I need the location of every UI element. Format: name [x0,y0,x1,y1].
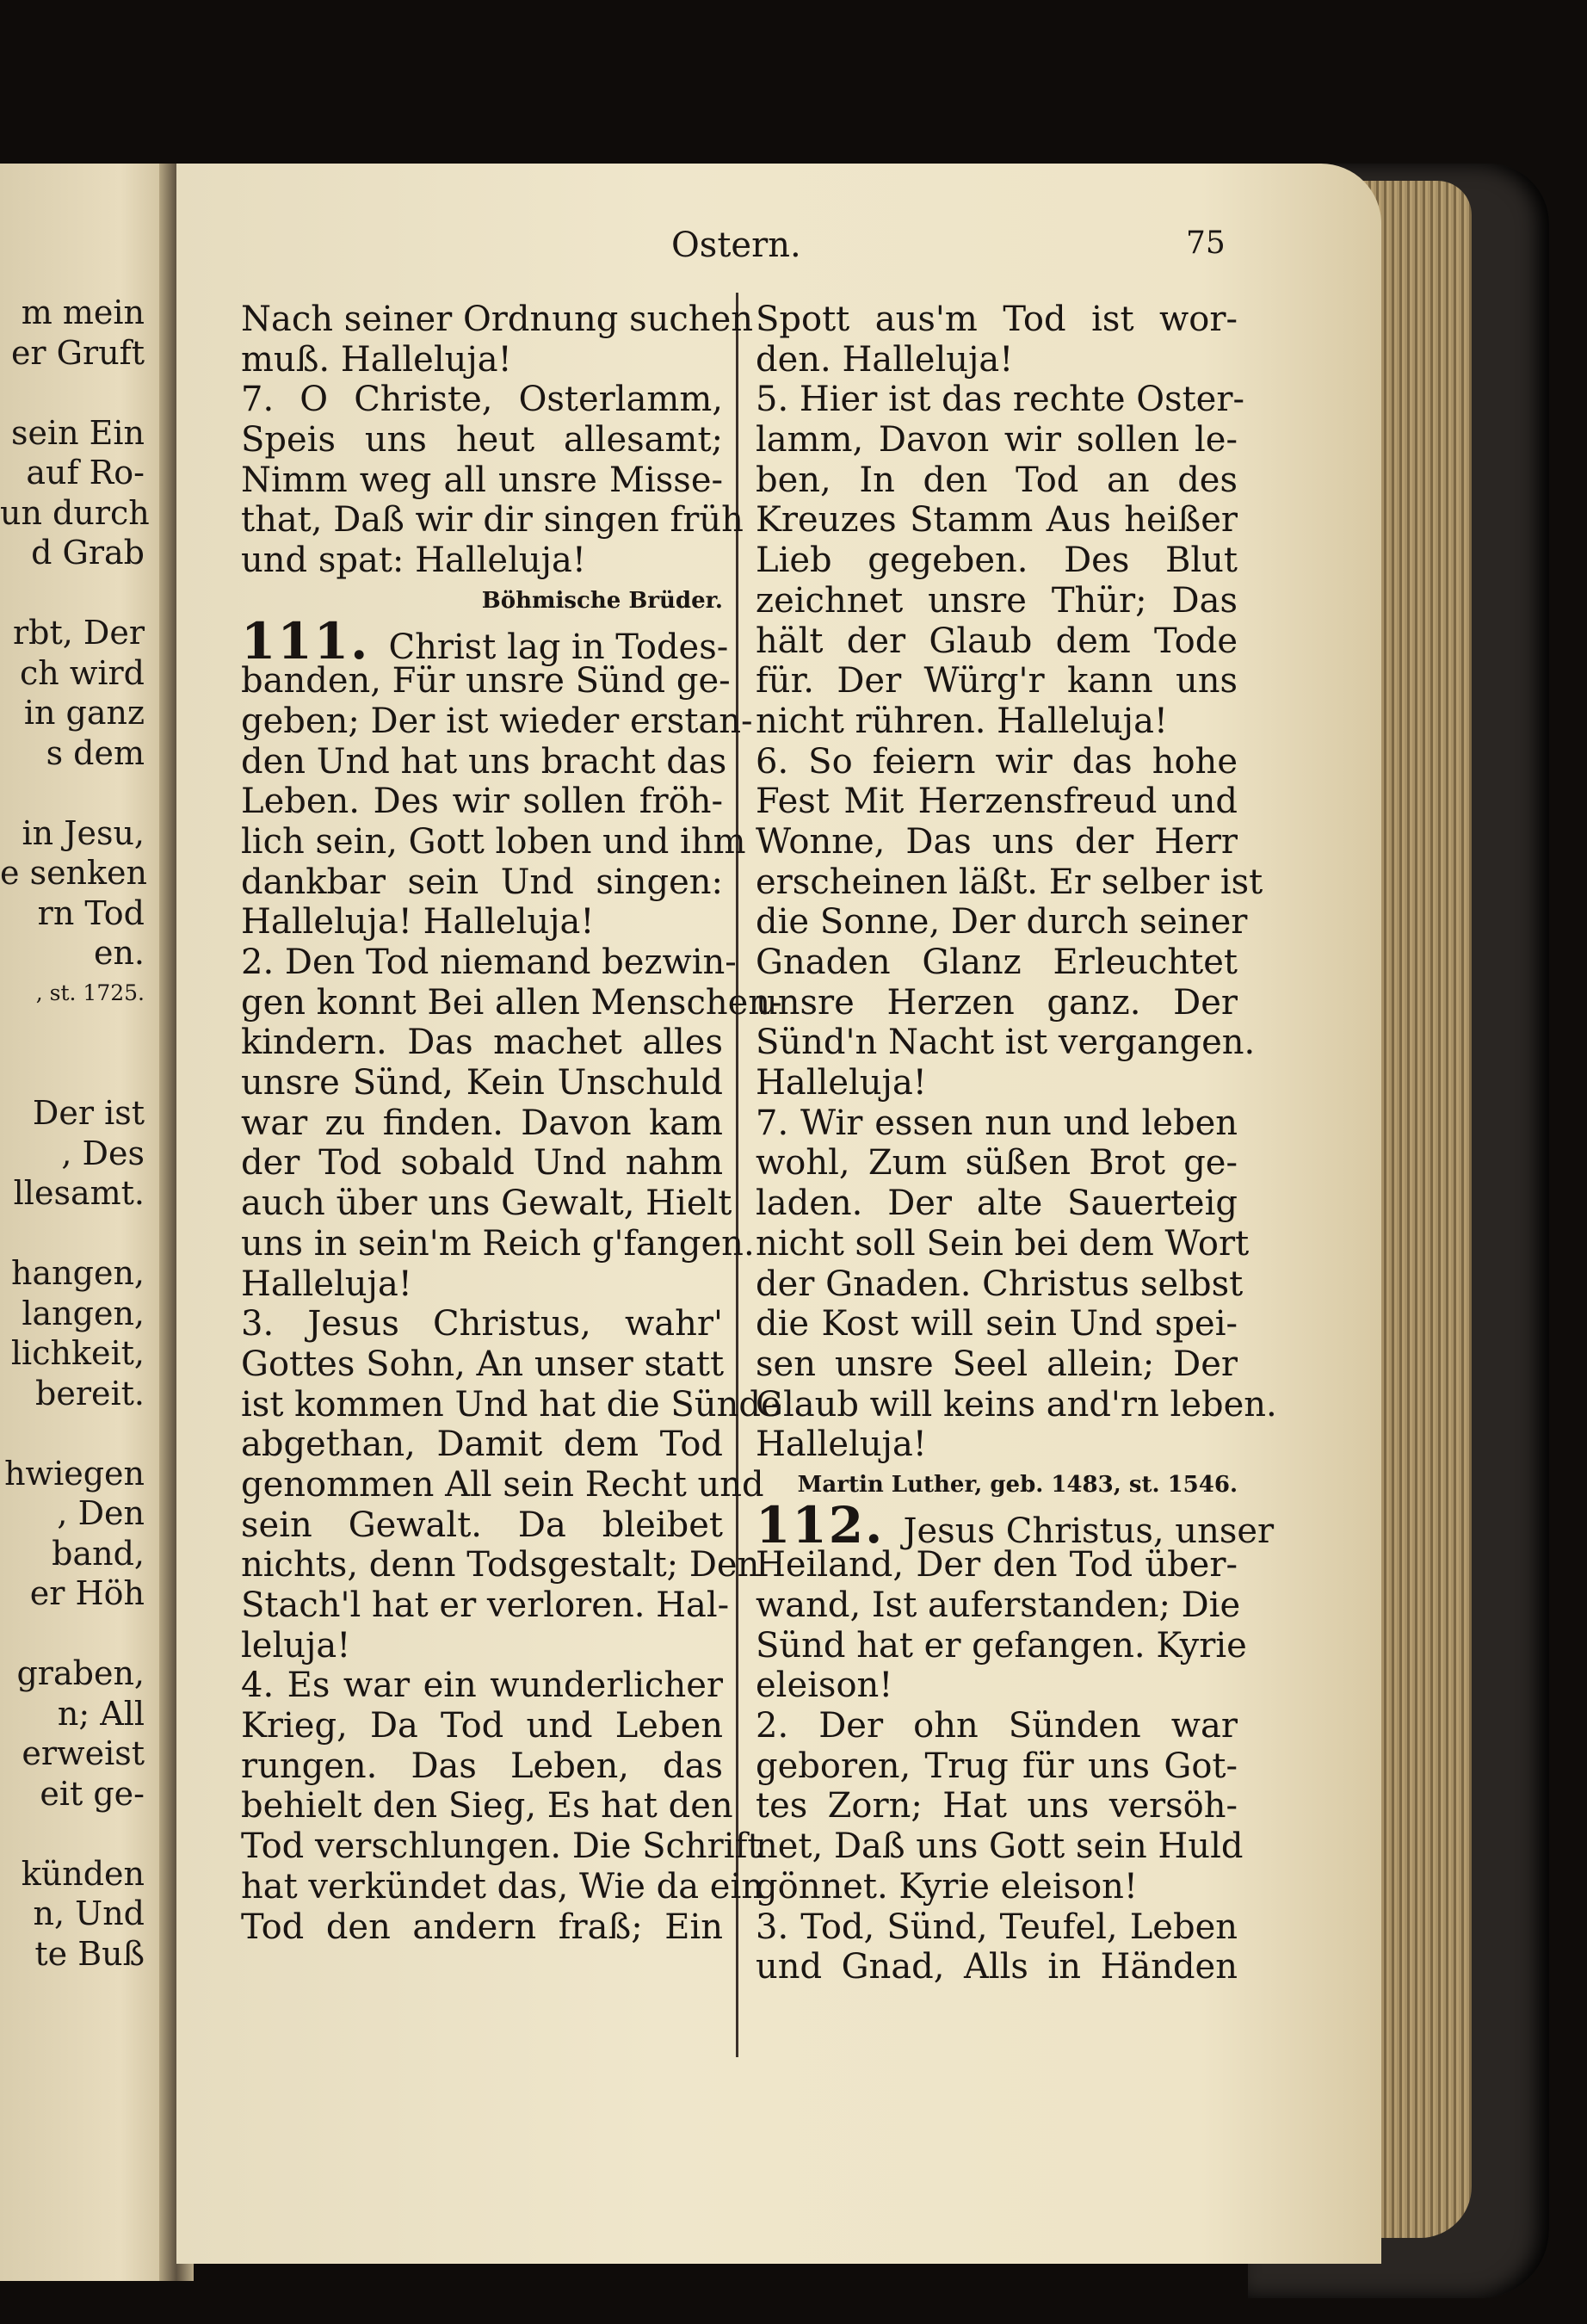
text-line [756,300,1238,340]
line-text: Martin Luther, geb. 1483, st. 1546. [797,1471,1238,1498]
text-line [241,1585,730,1626]
line-text: nicht rühren. Halleluja! [756,701,1169,741]
text-line [756,822,1238,862]
line-text: Wonne, Das uns der Herr [756,821,1238,862]
line-text: und spat: Halleluja! [241,541,586,581]
left-fragment-line: s dem [46,733,145,772]
line-text: Jesus Christus, unser [903,1511,1275,1551]
text-line [756,1023,1256,1063]
line-text: 3. Jesus Christus, wahr' [241,1304,723,1344]
line-text: Halleluja! [756,1425,927,1465]
line-text: Sünd'n Nacht ist vergangen. [756,1023,1256,1063]
line-text: Lieb gegeben. Des Blut [756,541,1238,581]
text-line [756,1585,1241,1626]
text-line [756,1184,1238,1224]
line-text: Nimm weg all unsre Misse- [241,460,723,500]
text-line [756,1907,1238,1948]
line-text: 2. Den Tod niemand bezwin- [241,943,737,982]
line-text: sen unsre Seel allein; Der [756,1344,1238,1384]
text-line [241,701,753,742]
left-fragment-line: rn Tod [37,893,145,932]
line-text: unsre Herzen ganz. Der [756,982,1238,1023]
hymn-start-line [756,1495,1275,1554]
text-line [756,1786,1238,1826]
text-line [241,902,723,943]
text-line [241,1826,762,1867]
left-page-text [0,293,150,1974]
line-text: banden, Für unsre Sünd ge- [241,661,731,702]
line-text: der Gnaden. Christus selbst [756,1264,1244,1304]
line-text: Gottes Sohn, An unser statt [241,1344,725,1384]
line-text: lich sein, Gott loben und ihm [241,821,746,862]
line-text: Kreuzes Stamm Aus heißer [756,500,1238,541]
hymn-number: 111. [241,611,389,671]
text-line [241,862,723,903]
text-line [241,1223,755,1264]
line-text: Tod verschlungen. Die Schrift [241,1826,762,1867]
line-text: Speis uns heut allesamt; [241,420,723,460]
text-line [241,1464,764,1505]
left-fragment-line: Der ist [32,1094,145,1132]
left-fragment-line [0,1214,145,1254]
left-fragment-line: hangen, [11,1254,145,1292]
text-line [756,943,1238,983]
text-line [756,581,1238,621]
line-text: Sünd hat er gefangen. Kyrie [756,1625,1247,1666]
text-line [756,500,1238,541]
text-line [241,741,727,782]
text-line [241,1545,760,1585]
left-fragment-line: er Gruft [10,333,145,372]
text-line [756,702,1238,742]
left-fragment-line [0,1814,145,1854]
page-number: 75 [1186,226,1226,261]
line-text: die Sonne, Der durch seiner [756,902,1248,943]
line-text: 3. Tod, Sünd, Teufel, Leben [756,1907,1238,1947]
line-text: Spott aus'm Tod ist wor- [756,300,1238,339]
left-fragment-line: , st. 1725. [35,980,145,1005]
text-line [756,1545,1238,1585]
text-line [241,541,723,581]
text-line [756,460,1238,501]
text-line [756,340,1238,380]
line-text: gönnet. Kyrie eleison! [756,1866,1138,1907]
text-line [241,1264,723,1305]
line-text: leluja! [241,1625,351,1666]
text-line [241,661,731,702]
line-text: Nach seiner Ordnung suchen [241,300,753,339]
text-line [756,862,1263,903]
line-text: die Kost will sein Und spei- [756,1304,1238,1344]
line-text: uns in sein'm Reich g'fangen. [241,1223,755,1264]
page-title: Ostern. [671,226,801,265]
line-text: wand, Ist auferstanden; Die [756,1585,1241,1625]
left-fragment-line [0,773,145,813]
text-line [241,1184,732,1224]
text-line [241,982,782,1023]
left-fragment-line: erweist [22,1734,145,1772]
text-line [756,782,1238,822]
text-line [241,1907,723,1948]
line-text: hält der Glaub dem Tode [756,621,1238,661]
hymn-number: 112. [756,1495,904,1554]
text-line [241,1103,723,1144]
line-text: 4. Es war ein wunderlicher [241,1666,723,1706]
left-fragment-line: hwiegen [4,1454,145,1493]
line-text: der Tod sobald Und nahm [241,1143,723,1184]
line-text: Glaub will keins and'rn leben. [756,1384,1277,1425]
text-line [756,1826,1244,1867]
text-line [756,1103,1238,1144]
line-text: Krieg, Da Tod und Leben [241,1706,723,1746]
line-text: Leben. Des wir sollen fröh- [241,782,723,822]
left-fragment-line: lichkeit, [10,1334,145,1372]
line-text: gen konnt Bei allen Menschen- [241,982,782,1023]
left-fragment-line: er Höh [29,1574,145,1612]
line-text: eleison! [756,1666,893,1706]
text-line [241,1425,723,1465]
left-fragment-line: graben, [16,1654,145,1692]
line-text: abgethan, Damit dem Tod [241,1425,723,1465]
left-fragment-line [0,573,145,614]
text-line [241,1666,723,1706]
line-text: 7. O Christe, Osterlamm, [241,380,723,420]
line-text: den Und hat uns bracht das [241,741,727,782]
line-text: nichts, denn Todsgestalt; Den [241,1545,760,1585]
line-text: Christ lag in Todes- [388,627,729,667]
left-fragment-line: m mein [21,294,145,331]
line-text: behielt den Sieg, Es hat den [241,1786,733,1826]
line-text: Halleluja! Halleluja! [241,902,595,943]
text-line [756,541,1238,581]
line-text: kindern. Das machet alles [241,1023,723,1063]
line-text: Fest Mit Herzensfreud und [756,782,1238,822]
left-fragment-line [0,373,145,413]
line-text: wohl, Zum süßen Brot ge- [756,1143,1238,1184]
text-line [241,1023,723,1063]
line-text: lamm, Davon wir sollen le- [756,420,1238,460]
text-line [756,1264,1244,1305]
text-line [756,621,1238,662]
line-text: tes Zorn; Hat uns versöh- [756,1786,1238,1826]
left-fragment-line: llesamt. [13,1174,145,1212]
left-fragment-line: künden [21,1854,145,1893]
line-text: ben, In den Tod an des [756,460,1238,500]
left-fragment-line: sein Ein [10,413,145,452]
text-line [241,943,737,983]
line-text: erscheinen läßt. Er selber ist [756,862,1263,902]
left-column [241,300,782,1947]
left-fragment-line: bereit. [35,1374,145,1412]
text-line [241,1063,723,1103]
text-line [241,420,723,460]
text-line [241,500,744,541]
text-line [241,300,753,340]
line-text: geboren, Trug für uns Got- [756,1746,1238,1786]
text-line [241,1706,723,1746]
line-text: Halleluja! [241,1264,412,1304]
left-fragment-line: n, Und [33,1894,145,1932]
left-fragment-line: in Jesu, [22,813,145,852]
text-line [241,1143,723,1184]
line-text: unsre Sünd, Kein Unschuld [241,1063,723,1103]
text-line [756,661,1238,702]
line-text: sein Gewalt. Da bleibet [241,1505,723,1545]
text-line [756,380,1244,420]
left-fragment-line: en. [93,934,145,972]
left-fragment-line: eit ge- [40,1774,145,1813]
line-text: nicht soll Sein bei dem Wort [756,1223,1250,1264]
line-text: 7. Wir essen nun und leben [756,1103,1238,1143]
line-text: zeichnet unsre Thür; Das [756,580,1238,621]
left-fragment-line: n; All [57,1694,145,1733]
line-text: dankbar sein Und singen: [241,862,723,902]
left-fragment-line: , Den [57,1494,145,1532]
line-text: auch über uns Gewalt, Hielt [241,1184,732,1224]
line-text: net, Daß uns Gott sein Huld [756,1826,1244,1867]
line-text: that, Daß wir dir singen früh [241,500,744,541]
left-fragment-line: band, [52,1534,145,1573]
left-fragment-line: langen, [22,1294,145,1332]
line-text: rungen. Das Leben, das [241,1746,723,1786]
left-fragment-line: in ganz [23,694,145,732]
text-line [756,1344,1238,1385]
text-line [756,1384,1277,1425]
left-fragment-line [0,1614,145,1654]
left-fragment-line: te Buß [34,1934,145,1973]
text-line [241,1786,733,1826]
text-line [241,1304,723,1344]
text-line [756,1746,1238,1787]
line-text: 5. Hier ist das rechte Oster- [756,380,1244,420]
text-line [241,1505,723,1546]
text-line [241,782,723,822]
text-line [756,983,1238,1023]
left-fragment-line: un durch [0,493,150,532]
text-line [241,1384,781,1425]
left-fragment-line: ch wird [19,653,145,692]
line-text: ist kommen Und hat die Sünde [241,1384,781,1425]
text-line [756,1304,1238,1344]
left-fragment-line: d Grab [31,534,145,572]
left-fragment-line [0,1013,145,1054]
left-fragment-line: e senken [0,854,148,892]
text-line [756,902,1248,943]
text-line [756,1947,1238,1987]
text-line [241,1626,723,1666]
line-text: Böhmische Brüder. [481,587,723,614]
left-fragment-line: auf Ro- [26,454,145,491]
text-line [756,1223,1250,1264]
left-fragment-line [0,1054,145,1094]
hymn-start-line [241,611,729,671]
line-text: den. Halleluja! [756,339,1014,380]
line-text: genommen All sein Recht und [241,1464,764,1505]
line-text: und Gnad, Alls in Händen [756,1947,1238,1987]
line-text: für. Der Würg'r kann uns [756,661,1238,702]
text-line [756,1706,1238,1746]
text-line [756,742,1238,782]
text-line [241,1746,723,1787]
text-line [241,821,746,862]
line-text: laden. Der alte Sauerteig [756,1184,1238,1224]
column-divider [736,293,738,2057]
line-text: Heiland, Der den Tod über- [756,1545,1238,1585]
text-line [241,380,723,420]
line-text: 6. So feiern wir das hohe [756,741,1238,782]
text-line [756,1625,1247,1666]
text-line [756,1425,1238,1465]
line-text: war zu finden. Davon kam [241,1103,723,1143]
text-line [241,1344,723,1385]
text-line [756,420,1238,460]
line-text: Stach'l hat er verloren. Hal- [241,1585,730,1625]
text-line [241,460,723,501]
text-line [756,1143,1238,1184]
line-text: Tod den andern fraß; Ein [241,1907,723,1947]
text-line [241,340,723,380]
text-line [756,1063,1238,1103]
line-text: muß. Halleluja! [241,339,512,380]
line-text: geben; Der ist wieder erstan- [241,701,753,741]
text-line [756,1666,1238,1706]
left-fragment-line: rbt, Der [12,614,145,652]
right-column [756,300,1277,1987]
text-line [241,1866,764,1907]
line-text: hat verkündet das, Wie da ein [241,1866,764,1907]
line-text: 2. Der ohn Sünden war [756,1706,1238,1746]
text-line [756,1867,1238,1907]
left-fragment-line: , Des [61,1134,145,1172]
left-fragment-line [0,1413,145,1454]
line-text: Halleluja! [756,1063,927,1103]
line-text: Gnaden Glanz Erleuchtet [756,943,1238,982]
